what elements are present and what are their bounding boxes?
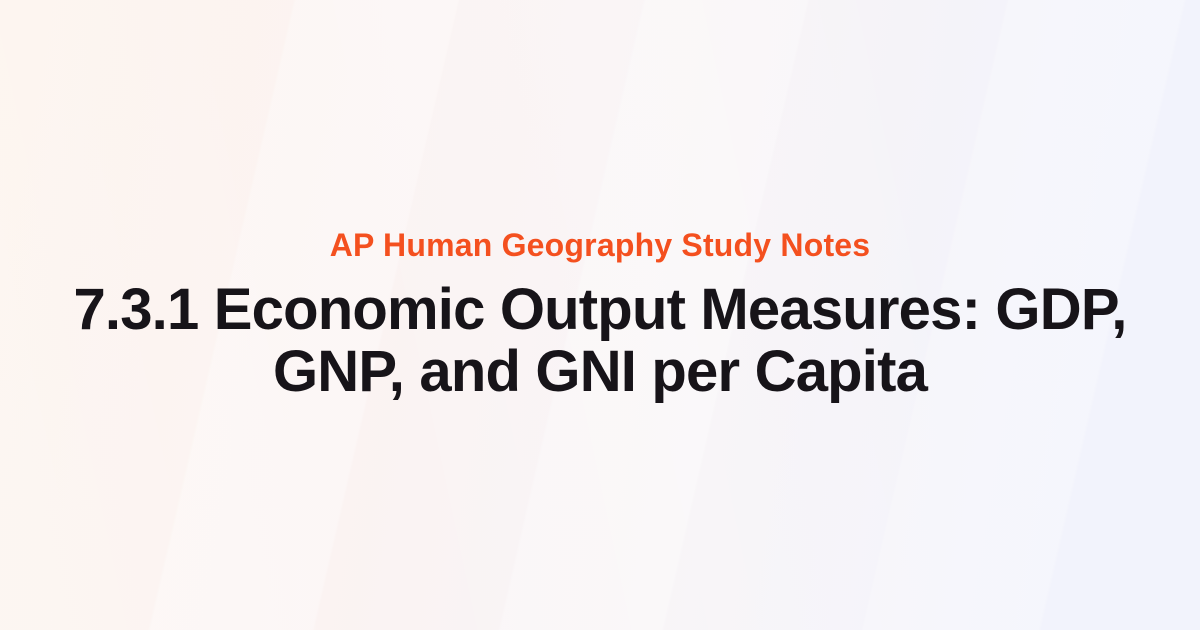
page-title-line-2: GNP, and GNI per Capita: [272, 339, 928, 405]
course-eyebrow: AP Human Geography Study Notes: [329, 227, 871, 264]
page-title-line-1: 7.3.1 Economic Output Measures: GDP,: [73, 276, 1127, 342]
page-title: [73, 276, 1127, 405]
